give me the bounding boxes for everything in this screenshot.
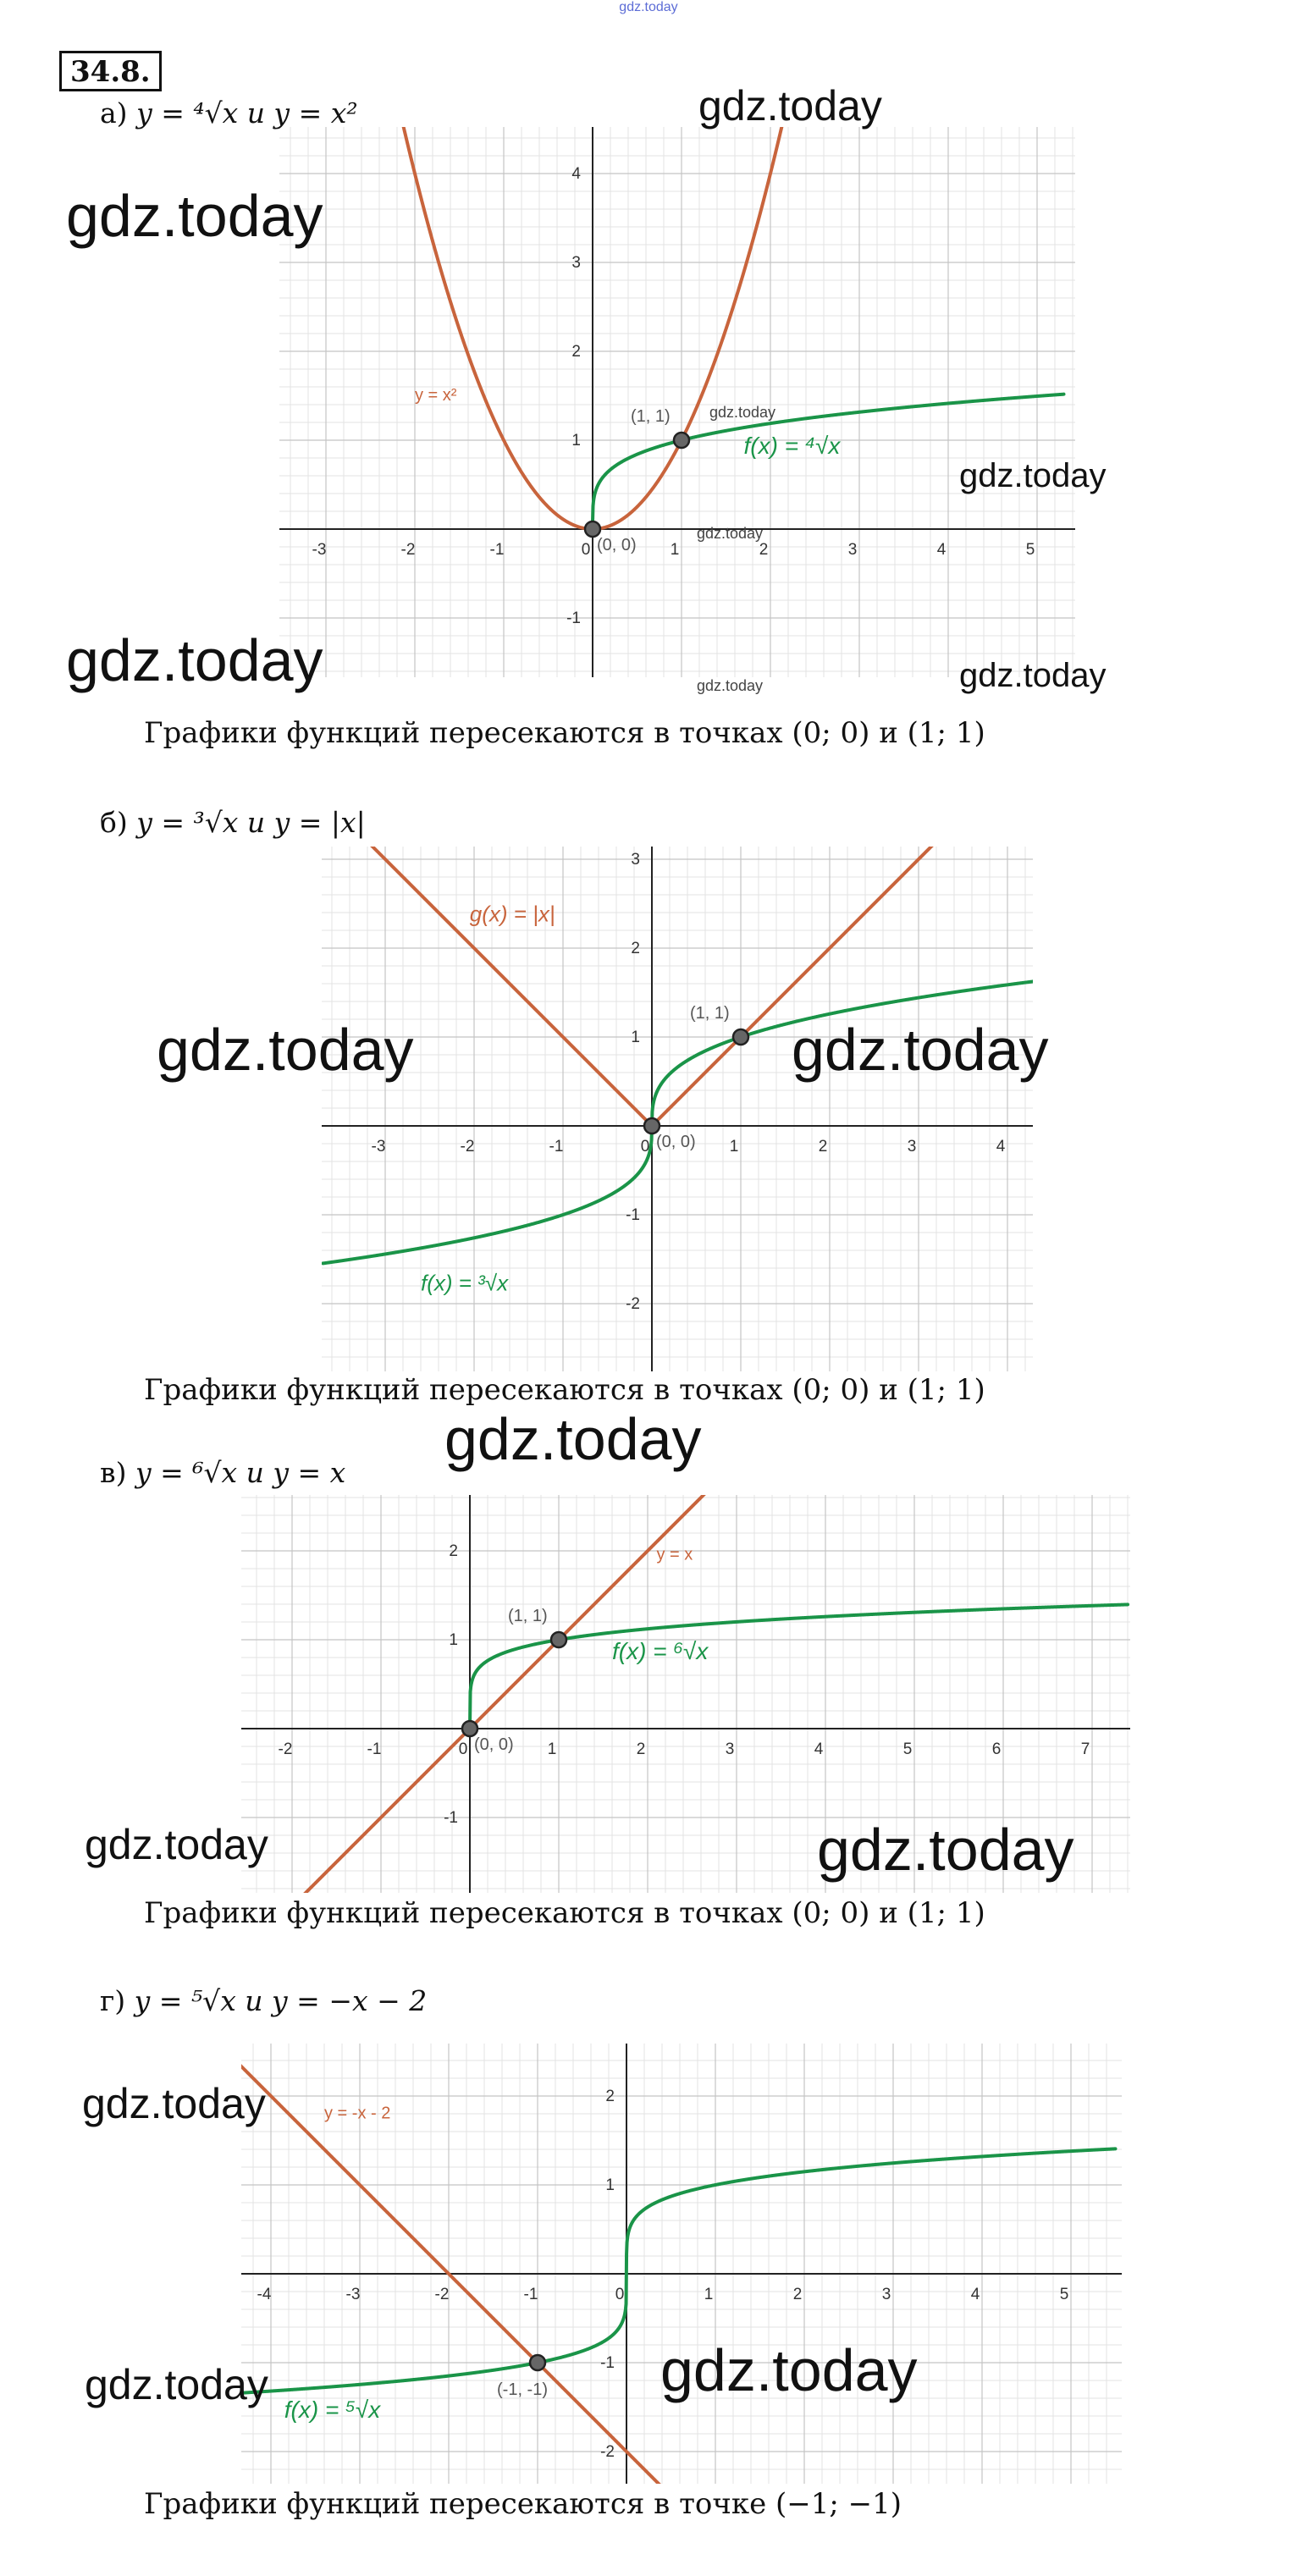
y-tick-label: -1 — [566, 610, 581, 627]
y-tick-label: 3 — [571, 254, 581, 272]
watermark: gdz.today — [157, 1017, 414, 1083]
watermark: gdz.today — [66, 627, 323, 693]
y-tick-label: 1 — [631, 1029, 640, 1046]
x-tick-label: 5 — [902, 1740, 913, 1758]
point-label: (0, 0) — [474, 1735, 514, 1754]
task-b-label: б) — [100, 806, 128, 839]
x-tick-label: 4 — [936, 541, 947, 559]
intersection-point — [530, 2355, 545, 2370]
x-tick-label: 2 — [636, 1740, 646, 1758]
task-c-label: в) — [100, 1456, 127, 1489]
answer-a: Графики функций пересекаются в точках (0; 0) и (1; 1) — [144, 716, 985, 750]
problem-number: 34.8. — [59, 51, 162, 91]
x-tick-label: -3 — [371, 1138, 386, 1156]
y-tick-label: 2 — [571, 343, 581, 361]
x-tick-label: -1 — [549, 1138, 564, 1156]
x-tick-label: -1 — [523, 2286, 538, 2303]
graph-a — [279, 127, 1075, 677]
watermark: gdz.today — [444, 1406, 702, 1472]
watermark: gdz.today — [959, 457, 1107, 494]
answer-d: Графики функций пересекаются в точке (−1; −1) — [144, 2487, 902, 2521]
x-tick-label: 5 — [1059, 2286, 1069, 2303]
x-tick-label: 0 — [640, 1138, 650, 1156]
watermark: gdz.today — [660, 2337, 918, 2403]
y-tick-label: 2 — [605, 2088, 615, 2105]
intersection-point — [733, 1029, 748, 1045]
x-tick-label: 5 — [1025, 541, 1035, 559]
series-label: f(x) = ⁶√x — [612, 1638, 709, 1665]
y-tick-label: 2 — [631, 940, 640, 957]
x-tick-label: 1 — [729, 1138, 739, 1156]
point-label: (-1, -1) — [497, 2380, 548, 2399]
series-label: y = x — [656, 1545, 693, 1564]
x-tick-label: -2 — [460, 1138, 475, 1156]
point-label: (1, 1) — [631, 407, 671, 426]
x-tick-label: 7 — [1080, 1740, 1090, 1758]
intersection-point — [674, 433, 689, 448]
watermark-small: gdz.today — [709, 404, 776, 421]
y-tick-label: -1 — [600, 2354, 615, 2372]
watermark: gdz.today — [792, 1017, 1049, 1083]
y-tick-label: 1 — [449, 1631, 458, 1649]
x-tick-label: 3 — [847, 541, 858, 559]
answer-c: Графики функций пересекаются в точках (0; 0) и (1; 1) — [144, 1896, 985, 1930]
answer-b: Графики функций пересекаются в точках (0; 0) и (1; 1) — [144, 1373, 985, 1407]
watermark: gdz.today — [959, 657, 1107, 694]
x-tick-label: 2 — [818, 1138, 828, 1156]
x-tick-label: -3 — [312, 541, 327, 559]
intersection-point — [462, 1721, 477, 1736]
y-tick-label: -2 — [626, 1295, 640, 1313]
watermark: gdz.today — [66, 183, 323, 249]
y-tick-label: -1 — [626, 1206, 640, 1224]
y-tick-label: 4 — [571, 165, 581, 183]
y-tick-label: 3 — [631, 851, 640, 869]
task-a-label: а) — [100, 97, 128, 130]
y-tick-label: 1 — [571, 432, 581, 450]
x-tick-label: 0 — [615, 2286, 625, 2303]
x-tick-label: -2 — [278, 1740, 293, 1758]
series-label: y = -x - 2 — [324, 2104, 391, 2123]
x-tick-label: -2 — [434, 2286, 450, 2303]
series-label: y = x² — [415, 385, 457, 405]
y-tick-label: -1 — [444, 1809, 458, 1827]
task-a — [100, 97, 358, 130]
watermark: gdz.today — [698, 82, 882, 130]
intersection-point — [551, 1632, 566, 1647]
point-label: (0, 0) — [656, 1133, 696, 1151]
series-label: f(x) = ³√x — [421, 1270, 509, 1296]
task-a-formula: y = ⁴√x и y = x² — [136, 97, 358, 130]
intersection-point — [585, 521, 600, 537]
x-tick-label: 0 — [458, 1740, 468, 1758]
watermark: gdz.today — [85, 1821, 268, 1868]
x-tick-label: 0 — [581, 541, 591, 559]
point-label: (1, 1) — [508, 1607, 548, 1625]
x-tick-label: 2 — [759, 541, 769, 559]
task-d-label: г) — [100, 1984, 126, 2017]
x-tick-label: -3 — [345, 2286, 361, 2303]
x-tick-label: 1 — [704, 2286, 714, 2303]
graph-d — [241, 2044, 1122, 2484]
task-c — [100, 1456, 345, 1489]
task-b-formula: y = ³√x и y = |x| — [136, 806, 366, 839]
x-tick-label: -1 — [367, 1740, 382, 1758]
top-watermark: gdz.today — [619, 0, 678, 14]
graph-b — [322, 847, 1033, 1371]
intersection-point — [644, 1118, 660, 1134]
y-tick-label: 1 — [605, 2176, 615, 2194]
watermark-small: gdz.today — [697, 677, 764, 694]
task-d-formula: y = ⁵√x и y = −x − 2 — [134, 1984, 428, 2017]
task-c-formula: y = ⁶√x и y = x — [135, 1456, 346, 1489]
x-tick-label: 1 — [670, 541, 680, 559]
series-label: g(x) = |x| — [469, 901, 555, 927]
x-tick-label: 3 — [881, 2286, 891, 2303]
y-tick-label: 2 — [449, 1542, 458, 1560]
series-label: f(x) = ⁵√x — [284, 2397, 381, 2424]
x-tick-label: 4 — [814, 1740, 824, 1758]
x-tick-label: 6 — [991, 1740, 1002, 1758]
series-line — [470, 1604, 1128, 1729]
watermark: gdz.today — [82, 2080, 266, 2127]
x-tick-label: 1 — [547, 1740, 557, 1758]
point-label: (0, 0) — [597, 536, 637, 554]
task-d — [100, 1984, 427, 2017]
watermark: gdz.today — [817, 1817, 1074, 1883]
x-tick-label: 4 — [996, 1138, 1006, 1156]
y-tick-label: -2 — [600, 2443, 615, 2461]
x-tick-label: -1 — [489, 541, 505, 559]
watermark-small: gdz.today — [697, 525, 764, 542]
task-b — [100, 806, 366, 839]
x-tick-label: 2 — [792, 2286, 803, 2303]
x-tick-label: 4 — [970, 2286, 980, 2303]
point-label: (1, 1) — [690, 1004, 730, 1023]
x-tick-label: 3 — [725, 1740, 735, 1758]
x-tick-label: -4 — [257, 2286, 272, 2303]
series-label: f(x) = ⁴√x — [743, 432, 841, 459]
x-tick-label: 3 — [907, 1138, 917, 1156]
watermark: gdz.today — [85, 2361, 268, 2408]
x-tick-label: -2 — [400, 541, 416, 559]
